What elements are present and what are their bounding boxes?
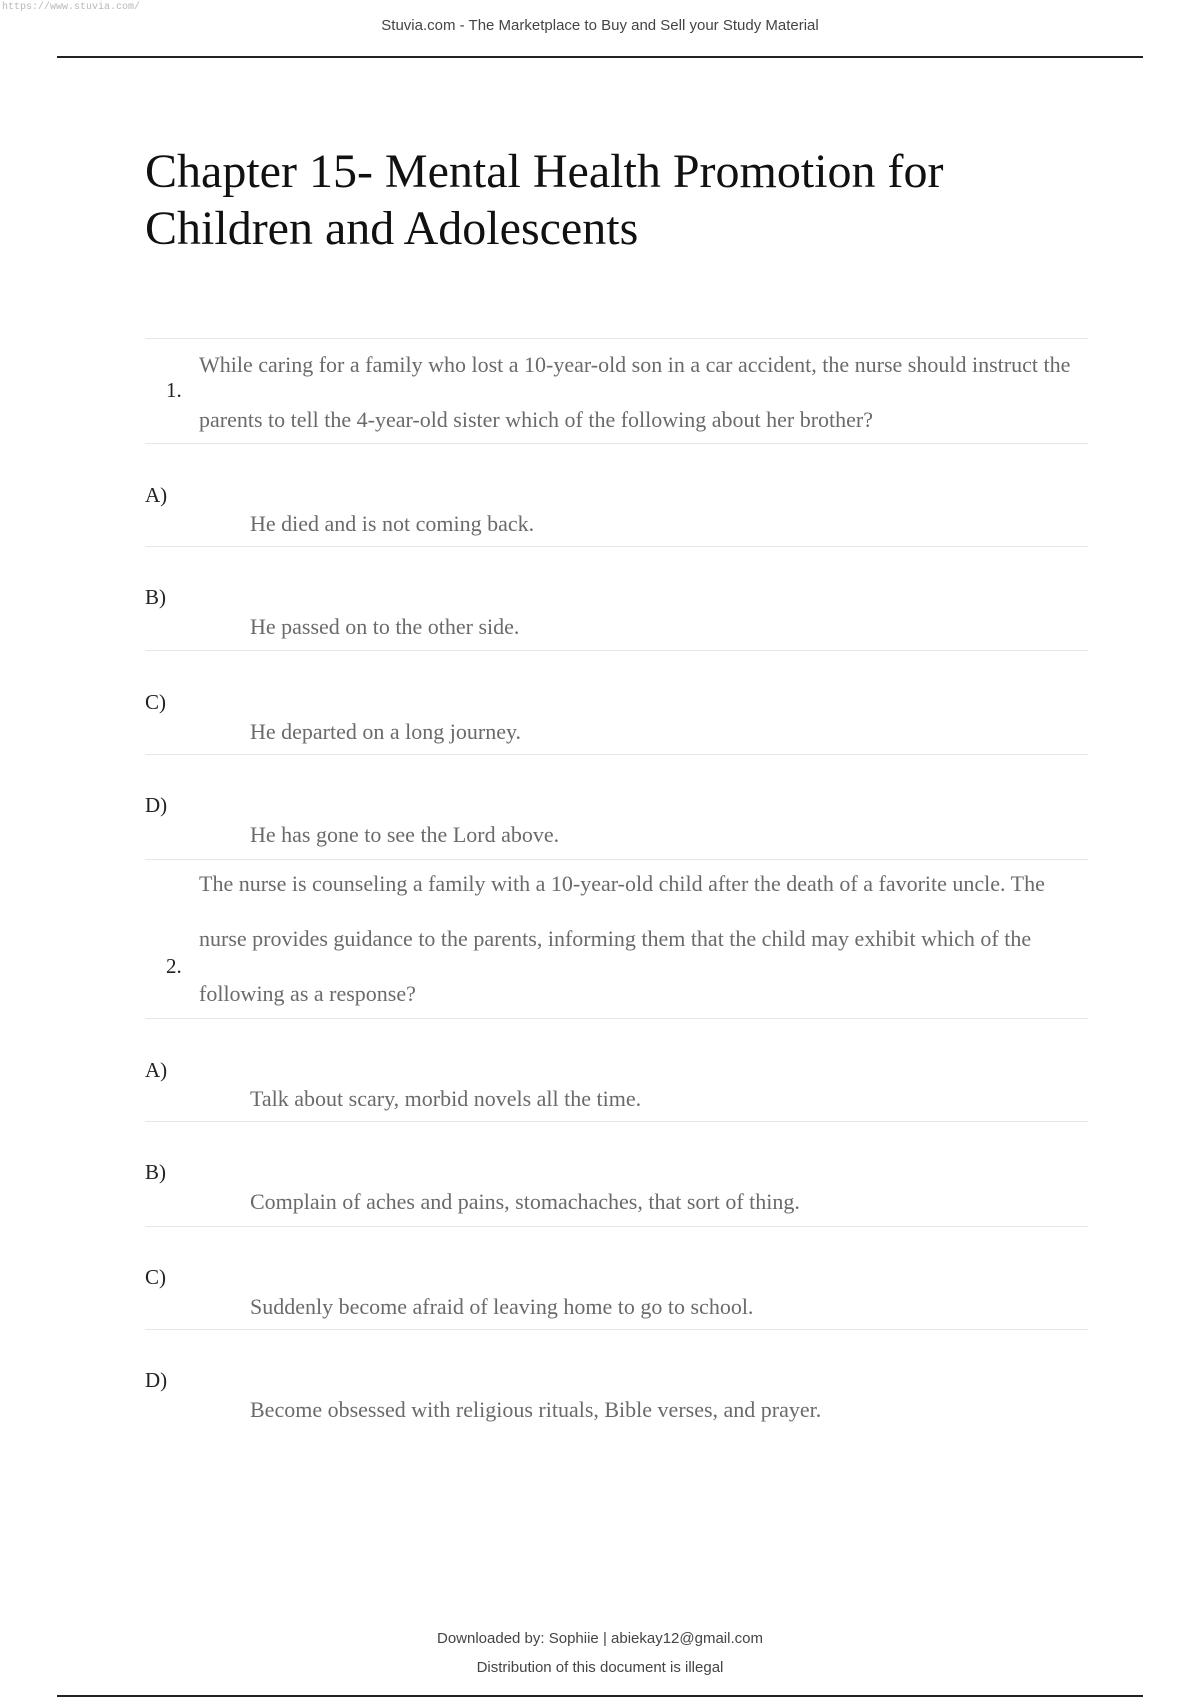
option-divider — [145, 546, 1088, 547]
distribution-notice: Distribution of this document is illegal — [476, 1659, 724, 1676]
answer-option-b[interactable]: He passed on to the other side. — [250, 614, 520, 639]
option-letter: A) — [145, 483, 168, 507]
footer-divider — [57, 1695, 1143, 1697]
option-divider — [145, 1329, 1088, 1330]
option-letter: B) — [145, 1160, 166, 1184]
header-divider — [57, 56, 1143, 58]
question-divider — [145, 443, 1088, 444]
answer-option-c[interactable]: He departed on a long journey. — [250, 719, 522, 744]
answer-option-d[interactable]: Become obsessed with religious rituals, Bible verses, and prayer. — [250, 1397, 822, 1422]
question-number: 2. — [166, 954, 182, 978]
question-text: While caring for a family who lost a 10-year-old son in a car accident, the nurse should instruct the parents to tell the 4-year-old sister which of the following about her brother? — [199, 352, 1071, 432]
option-divider — [145, 1226, 1088, 1227]
option-divider — [145, 754, 1088, 755]
source-url-stamp: https://www.stuvia.com/ — [2, 2, 141, 13]
answer-option-a[interactable]: He died and is not coming back. — [250, 511, 535, 536]
option-letter: A) — [145, 1058, 168, 1082]
answer-option-c[interactable]: Suddenly become afraid of leaving home to go to school. — [250, 1294, 754, 1319]
answer-option-a[interactable]: Talk about scary, morbid novels all the time. — [250, 1086, 642, 1111]
question-divider — [145, 1018, 1088, 1019]
option-divider — [145, 650, 1088, 651]
download-info: Downloaded by: Sophiie | abiekay12@gmail.com — [437, 1630, 763, 1647]
option-letter: D) — [145, 793, 168, 817]
option-letter: B) — [145, 585, 166, 609]
chapter-title: Chapter 15- Mental Health Promotion for Children and Adolescents — [145, 145, 944, 255]
option-letter: C) — [145, 690, 166, 714]
option-letter: D) — [145, 1368, 168, 1392]
option-letter: C) — [145, 1265, 166, 1289]
site-header-title: Stuvia.com - The Marketplace to Buy and Sell your Study Material — [381, 17, 819, 34]
option-divider — [145, 1121, 1088, 1122]
answer-option-b[interactable]: Complain of aches and pains, stomachaches, that sort of thing. — [250, 1189, 800, 1214]
question-number: 1. — [166, 378, 182, 402]
answer-option-d[interactable]: He has gone to see the Lord above. — [250, 822, 560, 847]
question-text: The nurse is counseling a family with a 10-year-old child after the death of a favorite uncle. The nurse provides guidance to the parents, informing them that the child may exhibit which of the following as a response? — [199, 871, 1045, 1006]
